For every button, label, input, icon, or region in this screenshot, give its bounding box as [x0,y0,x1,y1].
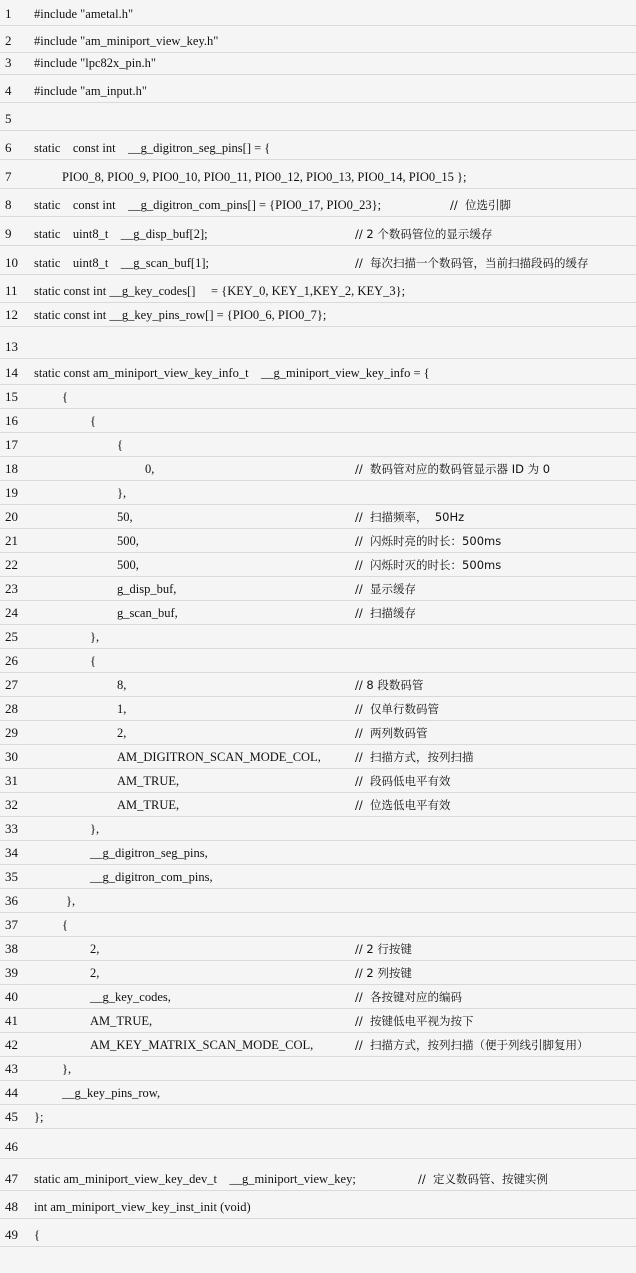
code-line [0,410,636,432]
line-code: AM_TRUE, [117,798,180,812]
code-line [0,626,636,648]
line-code: static const int __g_digitron_com_pins[] = {PIO0_17, PIO0_23}; [34,198,382,212]
row-divider [0,1008,636,1009]
row-divider [0,25,636,26]
code-line [0,938,636,960]
line-comment: // 各按键对应的编码 [355,990,463,1004]
row-divider [0,408,636,409]
line-code: static const am_miniport_view_key_info_t __g_miniport_view_key_info = { [34,366,430,380]
line-code: }, [62,1062,72,1076]
code-line [0,1224,636,1246]
code-line [0,362,636,384]
row-divider [0,480,636,481]
line-number: 26 [5,653,18,668]
line-code: #include "lpc82x_pin.h" [34,56,156,70]
line-comment: // 8 段数码管 [355,678,424,692]
code-line [0,698,636,720]
row-divider [0,326,636,327]
line-code: 50, [117,510,133,524]
row-divider [0,245,636,246]
line-comment: // 按键低电平视为按下 [355,1014,474,1028]
row-divider [0,1190,636,1191]
line-code: static am_miniport_view_key_dev_t __g_miniport_view_key; [34,1172,356,1186]
row-divider [0,358,636,359]
line-code: { [62,390,68,404]
row-divider [0,624,636,625]
code-line [0,80,636,102]
line-number: 28 [5,701,18,716]
code-line [0,482,636,504]
code-line [0,1196,636,1218]
row-divider [0,1218,636,1219]
line-comment: // 两列数码管 [355,726,428,740]
code-line [0,166,636,188]
line-code: AM_KEY_MATRIX_SCAN_MODE_COL, [90,1038,314,1052]
row-divider [0,456,636,457]
line-number: 8 [5,197,12,212]
code-line [0,336,636,358]
code-line [0,1058,636,1080]
line-comment: // 段码低电平有效 [355,774,451,788]
line-number: 10 [5,255,18,270]
line-number: 1 [5,6,12,21]
line-number: 43 [5,1061,18,1076]
line-code: 2, [90,966,100,980]
line-number: 34 [5,845,18,860]
row-divider [0,552,636,553]
line-code: static const int __g_key_pins_row[] = {PIO0_6, PIO0_7}; [34,308,327,322]
row-divider [0,816,636,817]
code-line [0,602,636,624]
line-number: 48 [5,1199,18,1214]
code-line [0,280,636,302]
row-divider [0,159,636,160]
code-line [0,962,636,984]
line-code: g_disp_buf, [117,582,177,596]
code-line [0,1168,636,1190]
line-number: 25 [5,629,18,644]
line-code: }, [90,822,100,836]
line-code: int am_miniport_view_key_inst_init (void) [34,1200,251,1214]
row-divider [0,912,636,913]
line-code: { [62,918,68,932]
row-divider [0,696,636,697]
row-divider [0,384,636,385]
line-number: 11 [5,283,18,298]
line-number: 14 [5,365,18,380]
line-code: __g_digitron_seg_pins, [90,846,208,860]
row-divider [0,720,636,721]
line-code: static const int __g_digitron_seg_pins[] = { [34,141,271,155]
line-number: 35 [5,869,18,884]
line-number: 6 [5,140,12,155]
line-comment: // 扫描缓存 [355,606,417,620]
code-line [0,746,636,768]
row-divider [0,648,636,649]
row-divider [0,744,636,745]
line-comment: // 数码管对应的数码管显示器 ID 为 0 [355,462,551,476]
line-number: 4 [5,83,12,98]
line-number: 21 [5,533,18,548]
line-number: 15 [5,389,18,404]
code-line [0,223,636,245]
line-number: 2 [5,33,12,48]
line-comment: // 位选低电平有效 [355,798,451,812]
line-number: 3 [5,55,12,70]
row-divider [0,528,636,529]
row-divider [0,504,636,505]
line-number: 22 [5,557,18,572]
line-code: }, [90,630,100,644]
row-divider [0,130,636,131]
code-line [0,1136,636,1158]
row-divider [0,600,636,601]
line-code: AM_TRUE, [90,1014,153,1028]
row-divider [0,864,636,865]
line-comment: // 显示缓存 [355,582,417,596]
code-line [0,1034,636,1056]
code-line [0,554,636,576]
code-line [0,434,636,456]
code-line [0,252,636,274]
line-comment: // 闪烁时灭的时长：500ms [355,558,502,572]
line-code: PIO0_8, PIO0_9, PIO0_10, PIO0_11, PIO0_12, PIO0_13, PIO0_14, PIO0_15 }; [62,170,467,184]
line-number: 38 [5,941,18,956]
row-divider [0,1080,636,1081]
line-code: #include "am_miniport_view_key.h" [34,34,219,48]
line-number: 30 [5,749,18,764]
line-number: 17 [5,437,18,452]
code-line [0,650,636,672]
line-number: 7 [5,169,12,184]
line-number: 40 [5,989,18,1004]
row-divider [0,216,636,217]
code-line [0,458,636,480]
code-line [0,818,636,840]
row-divider [0,1032,636,1033]
code-line [0,1082,636,1104]
code-line [0,1010,636,1032]
line-code: }, [66,894,76,908]
line-number: 46 [5,1139,18,1154]
line-code: AM_DIGITRON_SCAN_MODE_COL, [117,750,321,764]
line-comment: // 扫描方式，按列扫描 [355,750,474,764]
line-comment: // 2 列按键 [355,966,412,980]
code-line [0,890,636,912]
line-comment: // 2 行按键 [355,942,412,956]
row-divider [0,888,636,889]
line-code: #include "ametal.h" [34,7,134,21]
row-divider [0,1246,636,1247]
line-number: 16 [5,413,18,428]
line-number: 5 [5,111,12,126]
line-number: 33 [5,821,18,836]
line-comment: // 扫描方式，按列扫描（便于列线引脚复用） [355,1038,589,1052]
row-divider [0,188,636,189]
line-number: 9 [5,226,12,241]
code-line [0,3,636,25]
row-divider [0,1104,636,1105]
line-code: }; [34,1110,44,1124]
line-number: 19 [5,485,18,500]
line-number: 29 [5,725,18,740]
row-divider [0,102,636,103]
row-divider [0,302,636,303]
line-number: 12 [5,307,18,322]
row-divider [0,672,636,673]
line-number: 13 [5,339,18,354]
row-divider [0,840,636,841]
line-code: __g_key_codes, [90,990,171,1004]
row-divider [0,768,636,769]
code-line [0,866,636,888]
line-comment: // 2 个数码管位的显示缓存 [355,227,493,241]
row-divider [0,576,636,577]
line-number: 47 [5,1171,18,1186]
code-line [0,194,636,216]
line-code: 2, [90,942,100,956]
line-code: g_scan_buf, [117,606,178,620]
row-divider [0,984,636,985]
row-divider [0,792,636,793]
line-number: 32 [5,797,18,812]
line-code: AM_TRUE, [117,774,180,788]
line-code: { [34,1228,40,1242]
line-comment: // 位选引脚 [450,198,512,212]
code-line [0,137,636,159]
code-line [0,386,636,408]
line-number: 42 [5,1037,18,1052]
line-number: 49 [5,1227,18,1242]
line-comment: // 每次扫描一个数码管，当前扫描段码的缓存 [355,256,589,270]
line-code: __g_digitron_com_pins, [90,870,213,884]
line-number: 39 [5,965,18,980]
row-divider [0,1158,636,1159]
row-divider [0,936,636,937]
line-code: { [90,414,96,428]
line-code: 500, [117,534,139,548]
code-line [0,304,636,326]
line-code: static uint8_t __g_scan_buf[1]; [34,256,209,270]
line-code: { [90,654,96,668]
line-comment: // 仅单行数码管 [355,702,440,716]
line-number: 41 [5,1013,18,1028]
line-code: 8, [117,678,127,692]
code-line [0,770,636,792]
row-divider [0,74,636,75]
code-line [0,794,636,816]
line-code: #include "am_input.h" [34,84,147,98]
line-number: 44 [5,1085,18,1100]
code-line [0,842,636,864]
code-line [0,722,636,744]
code-line [0,506,636,528]
row-divider [0,960,636,961]
line-number: 18 [5,461,18,476]
line-number: 24 [5,605,18,620]
code-line [0,986,636,1008]
line-comment: // 扫描频率， 50Hz [355,510,465,524]
line-code: static uint8_t __g_disp_buf[2]; [34,227,208,241]
line-code: { [117,438,123,452]
line-number: 37 [5,917,18,932]
line-code: static const int __g_key_codes[] = {KEY_0, KEY_1,KEY_2, KEY_3}; [34,284,406,298]
row-divider [0,1128,636,1129]
line-comment: // 闪烁时亮的时长：500ms [355,534,502,548]
line-number: 27 [5,677,18,692]
code-line [0,108,636,130]
row-divider [0,274,636,275]
row-divider [0,1056,636,1057]
line-code: 0, [145,462,155,476]
code-line [0,52,636,74]
line-number: 45 [5,1109,18,1124]
line-code: 1, [117,702,127,716]
line-code: 500, [117,558,139,572]
line-number: 31 [5,773,18,788]
row-divider [0,432,636,433]
line-code: }, [117,486,127,500]
code-line [0,30,636,52]
code-line [0,578,636,600]
line-code: 2, [117,726,127,740]
code-line [0,914,636,936]
line-comment: // 定义数码管、按键实例 [418,1172,549,1186]
line-number: 36 [5,893,18,908]
line-number: 23 [5,581,18,596]
line-number: 20 [5,509,18,524]
line-code: __g_key_pins_row, [62,1086,161,1100]
code-line [0,530,636,552]
code-line [0,1106,636,1128]
code-line [0,674,636,696]
